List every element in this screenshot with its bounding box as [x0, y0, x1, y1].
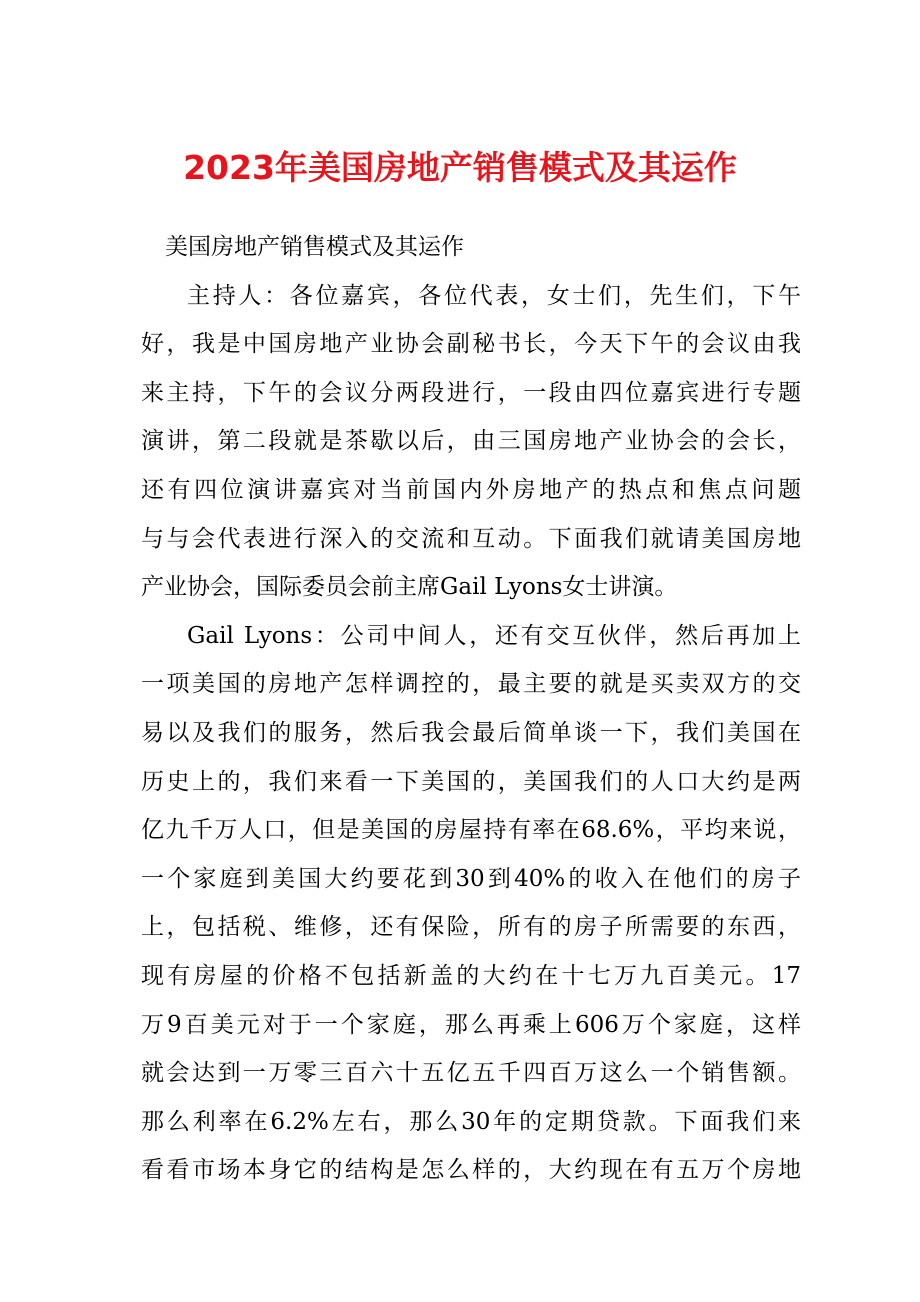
- paragraph-line: 亿九千万人口，但是美国的房屋持有率在68.6%，平均来说，: [141, 817, 801, 844]
- paragraph-gail-lyons: [141, 612, 801, 1195]
- paragraph-line: 一个家庭到美国大约要花到30到40%的收入在他们的房子: [141, 865, 801, 892]
- paragraph-line: 产业协会，国际委员会前主席Gail Lyons女士讲演。: [141, 574, 678, 601]
- paragraph-line: 就会达到一万零三百六十五亿五千四百万这么一个销售额。: [141, 1060, 801, 1087]
- paragraph-line: 看看市场本身它的结构是怎么样的，大约现在有五万个房地: [141, 1157, 801, 1184]
- paragraph-line: 万9百美元对于一个家庭，那么再乘上606万个家庭，这样: [141, 1011, 801, 1038]
- paragraph-line: 与与会代表进行深入的交流和互动。下面我们就请美国房地: [141, 525, 801, 552]
- document-title: 2023年美国房地产销售模式及其运作: [183, 148, 737, 187]
- paragraph-line: 上，包括税、维修，还有保险，所有的房子所需要的东西，: [141, 914, 801, 941]
- paragraph-line: 还有四位演讲嘉宾对当前国内外房地产的热点和焦点问题: [141, 476, 801, 503]
- paragraph-line: 主持人：各位嘉宾，各位代表，女士们，先生们，下午: [187, 282, 801, 309]
- paragraph-line: 易以及我们的服务，然后我会最后简单谈一下，我们美国在: [141, 719, 801, 746]
- paragraph-line: 来主持，下午的会议分两段进行，一段由四位嘉宾进行专题: [141, 379, 801, 406]
- document-body: [141, 223, 801, 1195]
- paragraph-line: 一项美国的房地产怎样调控的，最主要的就是买卖双方的交: [141, 671, 801, 698]
- paragraph-line: 历史上的，我们来看一下美国的，美国我们的人口大约是两: [141, 768, 801, 795]
- paragraph-line: 那么利率在6.2%左右，那么30年的定期贷款。下面我们来: [141, 1108, 801, 1135]
- paragraph-line: Gail Lyons：公司中间人，还有交互伙伴，然后再加上: [187, 622, 801, 649]
- paragraph-host-intro: [141, 272, 801, 612]
- paragraph-line: 演讲，第二段就是茶歇以后，由三国房地产业协会的会长，: [141, 428, 801, 455]
- paragraph-line: 好，我是中国房地产业协会副秘书长，今天下午的会议由我: [141, 331, 801, 358]
- document-subtitle: 美国房地产销售模式及其运作: [165, 234, 464, 260]
- paragraph-line: 现有房屋的价格不包括新盖的大约在十七万九百美元。17: [141, 962, 801, 989]
